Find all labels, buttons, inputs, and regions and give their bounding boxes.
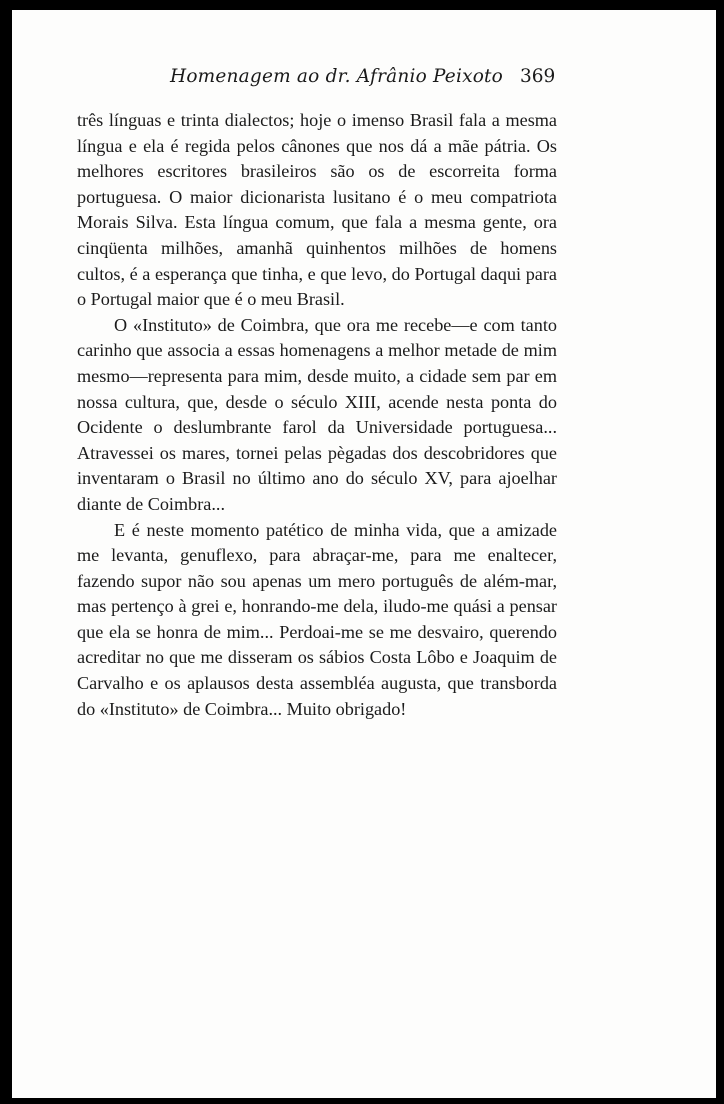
body-text — [77, 108, 557, 722]
page-number: 369 — [520, 66, 556, 87]
running-title: Homenagem ao dr. Afrânio Peixoto — [170, 66, 504, 87]
paragraph-closing: E é neste momento patético de minha vida, que a amizade me levanta, genuflexo, para abraçar-me, para me enaltecer, fazendo supor não sou apenas um mero português de além-mar, mas pertenço à grei e, honrando-me dela, iludo-me quási a pensar que ela se honra de mim... Perdoai-me se me desvairo, querendo acreditar no que me disseram os sábios Costa Lôbo e Joaquim de Carvalho e os aplausos desta assembléa augusta, que transborda do «Instituto» de Coimbra... Muito obrigado! — [77, 519, 557, 719]
paragraph-instituto: O «Instituto» de Coimbra, que ora me recebe—e com tanto carinho que associa a essas homenagens a melhor metade de mim mesmo—representa para mim, desde muito, a cidade sem par em nossa cultura, que, desde o século XIII, acende nesta ponta do Ocidente o deslumbrante farol da Universidade portuguesa... Atravessei os mares, tornei pelas pègadas dos descobridores que inventaram o Brasil no último ano do século XV, para ajoelhar diante de Coimbra... — [77, 314, 557, 514]
book-page — [12, 10, 716, 1098]
page-header — [12, 66, 716, 96]
paragraph-continuation: três línguas e trinta dialectos; hoje o imenso Brasil fala a mesma língua e ela é regida pelos cânones que nos dá a mãe pátria. Os melhores escritores brasileiros são os de escorreita forma portuguesa. O maior dicionarista lusitano é o meu compatriota Morais Silva. Esta língua comum, que fala a mesma gente, ora cinqüenta milhões, amanhã quinhentos milhões de homens cultos, é a esperança que tinha, e que levo, do Portugal daqui para o Portugal maior que é o meu Brasil. — [77, 110, 557, 310]
